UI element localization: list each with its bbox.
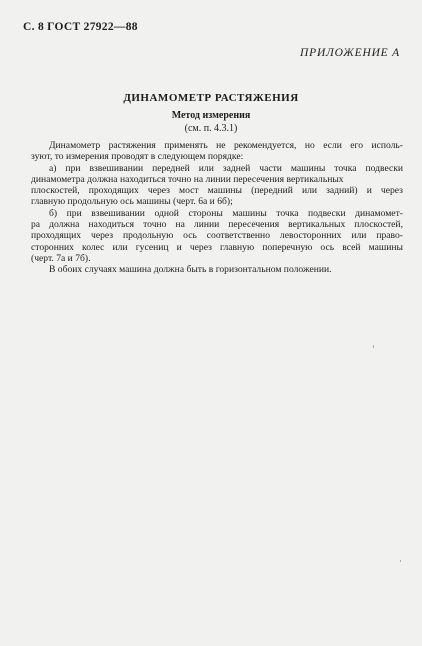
body-line: б) при взвешивании одной стороны машины точка подвески динамомет- — [49, 207, 403, 219]
scan-speck — [400, 560, 401, 562]
body-line: (черт. 7а и 7б). — [31, 252, 91, 264]
body-line: динамометра должна находиться точно на линии пересечения вертикальных — [31, 173, 344, 185]
body-line: В обоих случаях машина должна быть в горизонтальном положении. — [49, 264, 332, 276]
section-title: ДИНАМОМЕТР РАСТЯЖЕНИЯ — [123, 92, 299, 104]
body-line: а) при взвешивании передней или задней части машины точка подвески — [49, 162, 404, 174]
section-reference: (см. п. 4.3.1) — [184, 123, 238, 134]
body-line: зуют, то измерения проводят в следующем порядке: — [31, 151, 244, 163]
body-text — [31, 140, 403, 276]
body-line: проходящих через продольную ось соответственно левосторонних или право- — [31, 230, 403, 242]
body-line: ра должна находиться точно на линии пересечения вертикальных плоскостей, — [31, 219, 403, 231]
scan-speck — [373, 345, 374, 348]
body-line: главную продольную ось машины (черт. 6а и 6б); — [31, 196, 233, 208]
body-line: сторонних колес или гусениц и через главную поперечную ось всей машины — [31, 241, 403, 253]
body-line: плоскостей, проходящих через мост машины (передний или задний) и через — [31, 185, 403, 197]
page-header: С. 8 ГОСТ 27922—88 — [23, 21, 138, 33]
appendix-label: ПРИЛОЖЕНИЕ А — [300, 47, 400, 59]
section-subtitle: Метод измерения — [171, 110, 251, 121]
body-line: Динамометр растяжения применять не рекомендуется, но если его исполь- — [49, 140, 404, 151]
